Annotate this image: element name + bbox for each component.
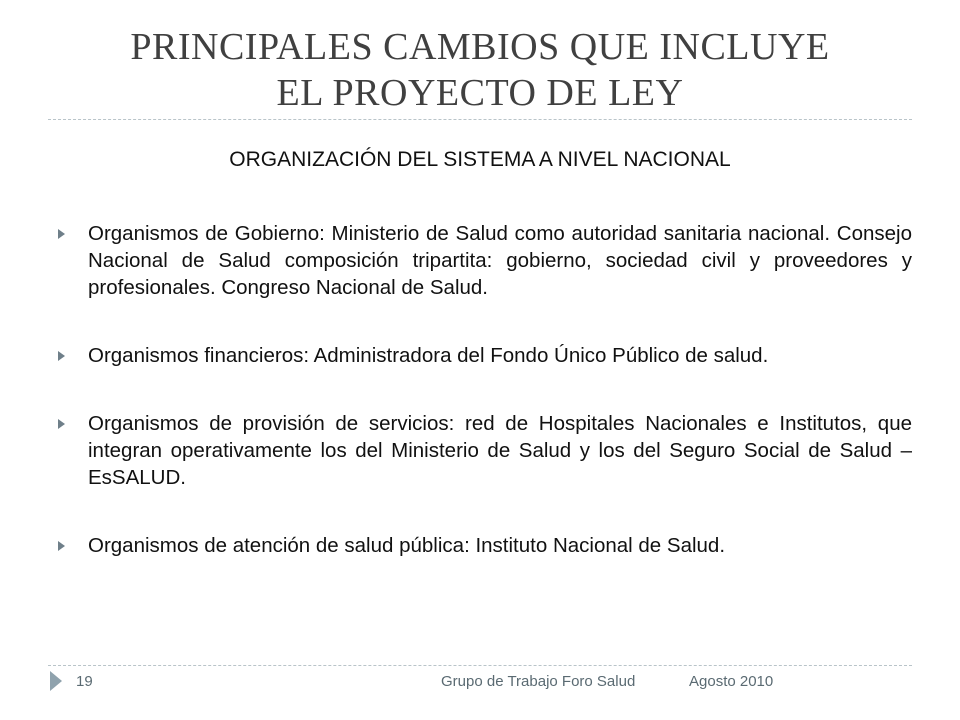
bullet-list [56,220,912,559]
bullet-text: Organismos de provisión de servicios: red de Hospitales Nacionales e Institutos, que integran operativamente los del Ministerio de Salud y los del Seguro Social de Salud – EsSALUD. [88,412,912,489]
bullet-item-salud-publica [56,532,912,559]
footer-triangle-icon [50,671,62,691]
slide-title-line-1: PRINCIPALES CAMBIOS QUE INCLUYE [130,26,830,68]
bottom-divider [48,665,912,666]
bullet-arrow-icon [58,541,65,551]
bullet-item-gobierno [56,220,912,301]
bullet-arrow-icon [58,229,65,239]
bullet-text: Organismos de atención de salud pública: Instituto Nacional de Salud. [88,534,726,557]
section-heading: ORGANIZACIÓN DEL SISTEMA A NIVEL NACIONAL [229,148,731,171]
slide-title [60,24,900,116]
page-number: 19 [76,673,93,690]
slide-title-line-2: EL PROYECTO DE LEY [276,72,684,114]
bullet-arrow-icon [58,419,65,429]
bullet-item-financieros [56,342,912,369]
bullet-text: Organismos de Gobierno: Ministerio de Salud como autoridad sanitaria nacional. Consejo Nacional de Salud composición tripartita: gobierno, sociedad civil y proveedores y profesionales. Congreso Nacional de Salud. [88,222,912,299]
bullet-item-provision [56,410,912,491]
top-divider [48,119,912,120]
bullet-arrow-icon [58,351,65,361]
footer-group-name: Grupo de Trabajo Foro Salud [441,673,636,690]
footer-date: Agosto 2010 [689,673,774,690]
bullet-text: Organismos financieros: Administradora del Fondo Único Público de salud. [88,344,769,367]
